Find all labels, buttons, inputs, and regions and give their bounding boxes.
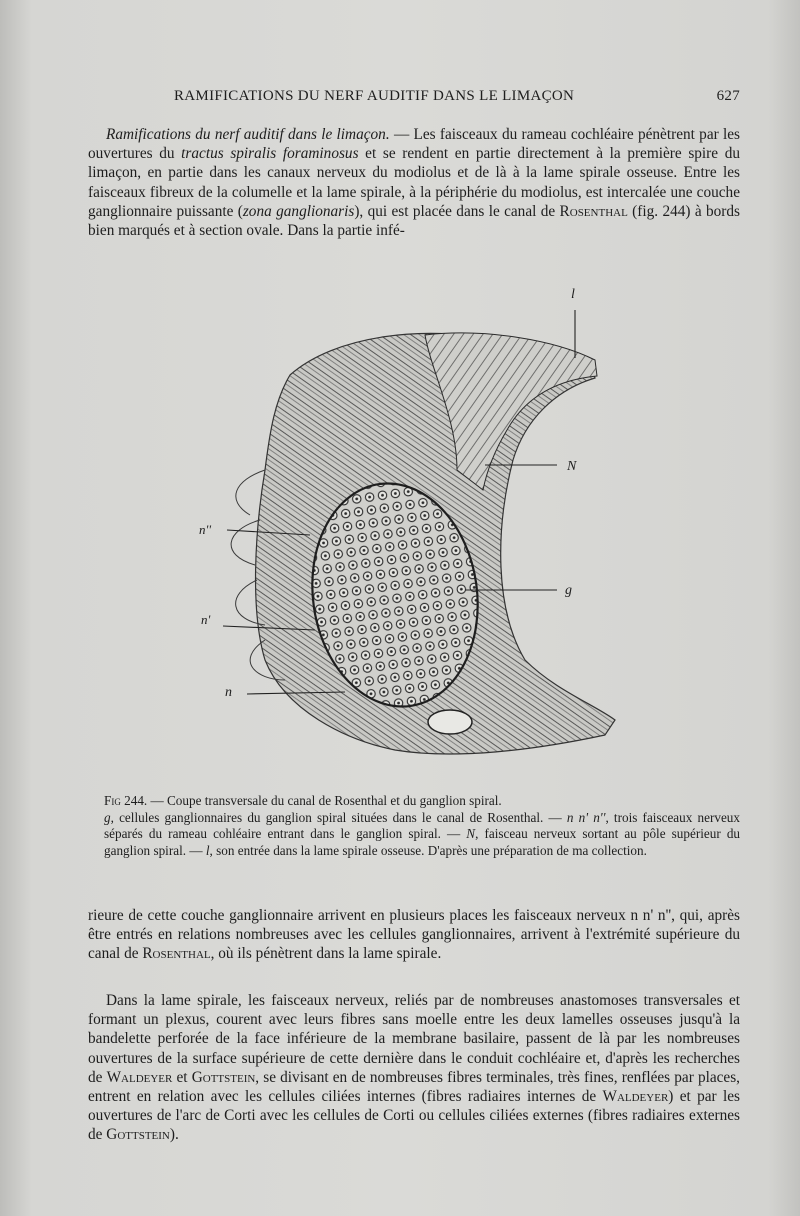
para-text: ), qui est placée dans le canal de: [354, 202, 560, 220]
section-lead: Ramifications du nerf auditif dans le limaçon.: [106, 126, 390, 143]
paragraph-3: [88, 991, 740, 1145]
paragraph-1: [88, 125, 740, 240]
paragraph-2: [88, 906, 740, 964]
running-header: [90, 88, 740, 112]
para-text: rieure de cette couche ganglionnaire arrivent en plusieurs places les faisceaux nerveux: [88, 907, 631, 924]
caption-text: , cellules ganglionnaires du ganglion spiral situées dans le canal de Rosenthal. —: [110, 809, 567, 825]
caption-symbol: l: [205, 842, 210, 858]
label-n2: n'': [199, 522, 212, 537]
label-g: g: [565, 583, 572, 598]
figure-caption: [104, 793, 740, 859]
caption-symbol: g: [104, 809, 111, 825]
para-text: ).: [169, 1126, 179, 1144]
ganglion-illustration: [195, 280, 635, 780]
label-n1: n': [201, 612, 211, 627]
author-name: Rosenthal: [559, 202, 628, 220]
para-text: — Les faisceaux du rameau cochléaire pénètrent par les ouvertures du: [88, 126, 740, 163]
para-text: ) et par les ouvertures de l'arc de Corti avec les cellules de Corti ou cellules ciliées externes (fibres radiaires externes de: [88, 1088, 740, 1144]
caption-text: , son entrée dans la lame spirale osseuse. D'après une préparation de ma collection.: [209, 842, 647, 858]
author-name: Gottstein: [106, 1126, 170, 1144]
page-number: 627: [716, 88, 740, 104]
figure-symbol: n n' n'': [630, 907, 672, 924]
caption-text: , faisceau nerveux sortant au pôle supérieur du ganglion spiral. —: [104, 826, 741, 858]
latin-term: zona ganglionaris: [242, 202, 355, 220]
figure-244: [195, 280, 635, 780]
latin-term: tractus spiralis foraminosus: [181, 145, 359, 163]
para-text: , se divisant en de nombreuses fibres terminales, très fines, renflées par places, entrent en relation avec les cellules ciliées internes (fibres radiaires internes de: [88, 1068, 740, 1106]
author-name: Waldeyer: [602, 1088, 669, 1106]
caption-symbol: n n' n'': [566, 809, 606, 825]
para-text: Dans la lame spirale, les faisceaux nerveux, reliés par de nombreuses anastomoses transversales et formant un plexus, courent avec leurs fibres sans moelle entre les deux lamelles osseuses jusqu'à la bandelette perforée de la face inférieure de la membrane basilaire, passent de là par les nombreuses ouvertures de la surface supérieure de cette dernière dans le conduit cochléaire et, d'après les recherches de: [88, 992, 740, 1086]
para-text: , où ils pénètrent dans la lame spirale.: [210, 945, 442, 963]
author-name: Gottstein: [191, 1068, 256, 1086]
author-name: Rosenthal: [142, 945, 211, 963]
caption-text: — Coupe transversale du canal de Rosenthal et du ganglion spiral.: [147, 793, 502, 808]
para-text: (fig. 244) à bords bien marqués et à section ovale. Dans la partie infé-: [88, 202, 740, 240]
para-text: , qui, après être entrés en relations nombreuses avec les cellules ganglionnaires, arrivent à l'extrémité supérieure du canal de: [88, 907, 740, 963]
label-n: n: [225, 685, 232, 700]
caption-text: , trois faisceaux nerveux séparés du rameau cohléaire entrant dans le ganglion spiral. —: [104, 809, 740, 842]
vessel: [428, 710, 472, 734]
caption-fig-number: Fig 244.: [104, 793, 148, 808]
para-text: et: [172, 1068, 192, 1086]
label-l: l: [571, 287, 575, 302]
para-text: et se rendent en partie directement à la première spire du limaçon, en partie dans les canaux nerveux du modiolus et de là à la lame spirale osseuse. Entre les faisceaux fibreux de la columelle et la lame spirale, à la périphérie du modiolus, est intercalée une couche ganglionnaire puissante (: [88, 145, 741, 220]
header-title: RAMIFICATIONS DU NERF AUDITIF DANS LE LIMAÇON: [174, 88, 575, 104]
caption-symbol: N: [466, 826, 476, 842]
label-N: N: [567, 459, 577, 474]
author-name: Waldeyer: [106, 1068, 173, 1086]
